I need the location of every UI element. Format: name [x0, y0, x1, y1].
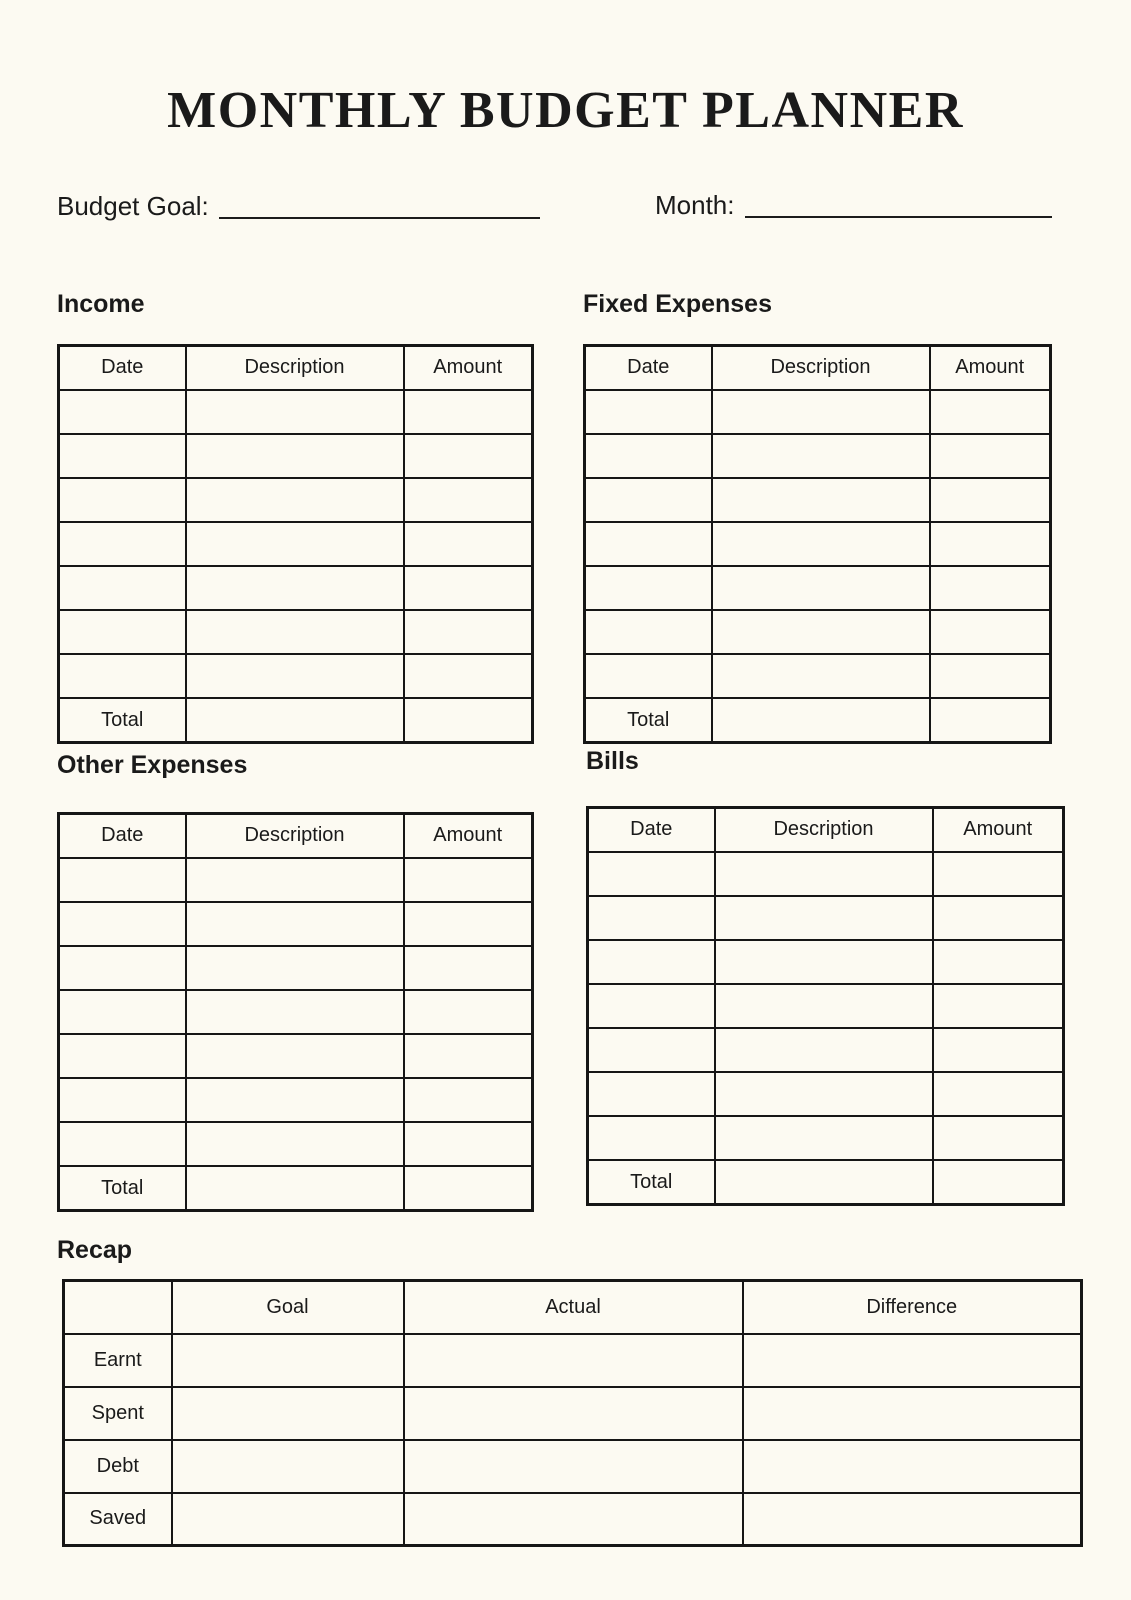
fixed-expenses-empty-cell[interactable] [585, 566, 712, 610]
other-expenses-row [59, 1078, 533, 1122]
income-empty-cell[interactable] [404, 390, 533, 434]
bills-empty-cell[interactable] [715, 896, 933, 940]
other-expenses-total-label: Total [59, 1166, 186, 1210]
income-empty-cell[interactable] [59, 390, 186, 434]
budget-goal-label: Budget Goal: [57, 191, 209, 221]
income-empty-cell[interactable] [186, 390, 404, 434]
income-empty-cell[interactable] [186, 566, 404, 610]
fixed-expenses-row [585, 610, 1051, 654]
other-expenses-total-row [59, 1166, 533, 1210]
income-column-header: Amount [404, 346, 533, 390]
recap-column-header: Difference [743, 1281, 1082, 1334]
bills-row [588, 896, 1064, 940]
bills-empty-cell[interactable] [933, 896, 1064, 940]
fixed-expenses-empty-cell[interactable] [712, 390, 930, 434]
bills-empty-cell[interactable] [933, 1116, 1064, 1160]
income-column-header: Date [59, 346, 186, 390]
recap-table [62, 1279, 1083, 1547]
fixed-expenses-empty-cell[interactable] [930, 654, 1051, 698]
fixed-expenses-empty-cell[interactable] [930, 566, 1051, 610]
fixed-expenses-empty-cell[interactable] [585, 522, 712, 566]
fixed-expenses-row [585, 566, 1051, 610]
other-expenses-row [59, 1122, 533, 1166]
fixed-expenses-row [585, 522, 1051, 566]
bills-total-row [588, 1160, 1064, 1204]
income-empty-cell[interactable] [59, 522, 186, 566]
recap-column-header: Actual [404, 1281, 743, 1334]
recap-value-cell[interactable] [404, 1440, 743, 1493]
income-empty-cell[interactable] [59, 566, 186, 610]
month-field [655, 184, 1052, 218]
bills-empty-cell[interactable] [588, 896, 715, 940]
bills-empty-cell[interactable] [588, 1072, 715, 1116]
fixed-expenses-row [585, 654, 1051, 698]
recap-heading: Recap [57, 1236, 133, 1264]
income-heading: Income [57, 290, 145, 318]
income-total-value-cell[interactable] [404, 698, 533, 742]
bills-total-value-cell[interactable] [933, 1160, 1064, 1204]
other-expenses-empty-cell[interactable] [404, 1078, 533, 1122]
bills-row [588, 1028, 1064, 1072]
income-empty-cell[interactable] [404, 566, 533, 610]
income-total-label: Total [59, 698, 186, 742]
other-expenses-empty-cell[interactable] [404, 946, 533, 990]
recap-value-cell[interactable] [743, 1440, 1082, 1493]
other-expenses-empty-cell[interactable] [59, 946, 186, 990]
income-row [59, 434, 533, 478]
fixed-expenses-column-header: Amount [930, 346, 1051, 390]
fixed-expenses-total-row [585, 698, 1051, 742]
recap-value-cell[interactable] [172, 1493, 404, 1546]
other-expenses-empty-cell[interactable] [59, 1078, 186, 1122]
other-expenses-column-header: Description [186, 814, 404, 858]
other-expenses-table [57, 812, 534, 1212]
fixed-expenses-empty-cell[interactable] [585, 390, 712, 434]
recap-row-label: Saved [64, 1493, 172, 1546]
fixed-expenses-row [585, 390, 1051, 434]
income-empty-cell[interactable] [186, 654, 404, 698]
budget-goal-field [57, 185, 540, 219]
income-empty-cell[interactable] [404, 522, 533, 566]
income-empty-cell[interactable] [59, 434, 186, 478]
other-expenses-row [59, 1034, 533, 1078]
income-empty-cell[interactable] [59, 478, 186, 522]
other-expenses-empty-cell[interactable] [404, 1122, 533, 1166]
fixed-expenses-row [585, 478, 1051, 522]
income-row [59, 390, 533, 434]
bills-total-value-cell[interactable] [715, 1160, 933, 1204]
recap-row [64, 1334, 1082, 1387]
fixed-expenses-empty-cell[interactable] [585, 610, 712, 654]
income-empty-cell[interactable] [186, 610, 404, 654]
bills-empty-cell[interactable] [588, 1116, 715, 1160]
fixed-expenses-empty-cell[interactable] [712, 610, 930, 654]
income-empty-cell[interactable] [186, 522, 404, 566]
fixed-expenses-column-header: Description [712, 346, 930, 390]
fixed-expenses-heading: Fixed Expenses [583, 290, 772, 318]
bills-column-header: Amount [933, 808, 1064, 852]
month-label: Month: [655, 190, 735, 220]
other-expenses-empty-cell[interactable] [404, 902, 533, 946]
bills-column-header: Date [588, 808, 715, 852]
recap-value-cell[interactable] [743, 1387, 1082, 1440]
fixed-expenses-total-value-cell[interactable] [930, 698, 1051, 742]
bills-row [588, 1072, 1064, 1116]
bills-row [588, 984, 1064, 1028]
recap-column-header: Goal [172, 1281, 404, 1334]
fixed-expenses-empty-cell[interactable] [930, 522, 1051, 566]
income-table [57, 344, 534, 744]
bills-empty-cell[interactable] [588, 852, 715, 896]
other-expenses-row [59, 902, 533, 946]
income-row [59, 522, 533, 566]
other-expenses-empty-cell[interactable] [404, 858, 533, 902]
other-expenses-empty-cell[interactable] [186, 946, 404, 990]
bills-empty-cell[interactable] [588, 940, 715, 984]
bills-empty-cell[interactable] [933, 984, 1064, 1028]
income-empty-cell[interactable] [186, 478, 404, 522]
recap-value-cell[interactable] [404, 1387, 743, 1440]
recap-value-cell[interactable] [404, 1493, 743, 1546]
bills-row [588, 940, 1064, 984]
other-expenses-column-header: Date [59, 814, 186, 858]
income-row [59, 610, 533, 654]
other-expenses-empty-cell[interactable] [186, 902, 404, 946]
recap-value-cell[interactable] [172, 1440, 404, 1493]
fixed-expenses-row [585, 434, 1051, 478]
income-empty-cell[interactable] [404, 434, 533, 478]
page-title: MONTHLY BUDGET PLANNER [167, 82, 964, 139]
other-expenses-empty-cell[interactable] [59, 990, 186, 1034]
recap-row [64, 1493, 1082, 1546]
recap-row-label: Earnt [64, 1334, 172, 1387]
other-expenses-empty-cell[interactable] [59, 1122, 186, 1166]
other-expenses-empty-cell[interactable] [404, 1034, 533, 1078]
other-expenses-empty-cell[interactable] [59, 1034, 186, 1078]
bills-empty-cell[interactable] [588, 984, 715, 1028]
other-expenses-empty-cell[interactable] [186, 1122, 404, 1166]
fixed-expenses-empty-cell[interactable] [930, 390, 1051, 434]
recap-value-cell[interactable] [743, 1334, 1082, 1387]
other-expenses-total-value-cell[interactable] [404, 1166, 533, 1210]
income-column-header: Description [186, 346, 404, 390]
recap-value-cell[interactable] [172, 1387, 404, 1440]
other-expenses-column-header: Amount [404, 814, 533, 858]
other-expenses-total-value-cell[interactable] [186, 1166, 404, 1210]
fixed-expenses-empty-cell[interactable] [930, 478, 1051, 522]
other-expenses-row [59, 990, 533, 1034]
other-expenses-row [59, 946, 533, 990]
fixed-expenses-column-header: Date [585, 346, 712, 390]
recap-row [64, 1440, 1082, 1493]
bills-row [588, 1116, 1064, 1160]
fixed-expenses-empty-cell[interactable] [712, 478, 930, 522]
income-row [59, 478, 533, 522]
other-expenses-empty-cell[interactable] [404, 990, 533, 1034]
fixed-expenses-total-value-cell[interactable] [712, 698, 930, 742]
bills-empty-cell[interactable] [715, 940, 933, 984]
other-expenses-row [59, 858, 533, 902]
fixed-expenses-table [583, 344, 1052, 744]
fixed-expenses-empty-cell[interactable] [585, 478, 712, 522]
bills-empty-cell[interactable] [715, 984, 933, 1028]
income-empty-cell[interactable] [404, 610, 533, 654]
other-expenses-empty-cell[interactable] [186, 1034, 404, 1078]
bills-empty-cell[interactable] [588, 1028, 715, 1072]
fixed-expenses-empty-cell[interactable] [585, 434, 712, 478]
bills-total-label: Total [588, 1160, 715, 1204]
income-empty-cell[interactable] [186, 434, 404, 478]
income-row [59, 566, 533, 610]
fixed-expenses-empty-cell[interactable] [930, 434, 1051, 478]
other-expenses-empty-cell[interactable] [59, 902, 186, 946]
bills-empty-cell[interactable] [933, 852, 1064, 896]
other-expenses-empty-cell[interactable] [59, 858, 186, 902]
bills-empty-cell[interactable] [715, 1116, 933, 1160]
bills-empty-cell[interactable] [933, 1028, 1064, 1072]
fixed-expenses-empty-cell[interactable] [712, 654, 930, 698]
fixed-expenses-empty-cell[interactable] [712, 566, 930, 610]
bills-empty-cell[interactable] [933, 940, 1064, 984]
fixed-expenses-empty-cell[interactable] [712, 434, 930, 478]
bills-empty-cell[interactable] [715, 1072, 933, 1116]
bills-empty-cell[interactable] [933, 1072, 1064, 1116]
budget-goal-input[interactable] [219, 217, 540, 219]
other-expenses-empty-cell[interactable] [186, 990, 404, 1034]
income-total-value-cell[interactable] [186, 698, 404, 742]
bills-empty-cell[interactable] [715, 1028, 933, 1072]
income-empty-cell[interactable] [404, 654, 533, 698]
other-expenses-empty-cell[interactable] [186, 858, 404, 902]
recap-value-cell[interactable] [404, 1334, 743, 1387]
recap-row-label: Spent [64, 1387, 172, 1440]
recap-value-cell[interactable] [172, 1334, 404, 1387]
fixed-expenses-empty-cell[interactable] [930, 610, 1051, 654]
bills-table [586, 806, 1065, 1206]
fixed-expenses-total-label: Total [585, 698, 712, 742]
fixed-expenses-empty-cell[interactable] [712, 522, 930, 566]
recap-row [64, 1387, 1082, 1440]
income-empty-cell[interactable] [404, 478, 533, 522]
recap-corner-cell [64, 1281, 172, 1334]
income-total-row [59, 698, 533, 742]
other-expenses-heading: Other Expenses [57, 751, 248, 779]
bills-heading: Bills [586, 747, 639, 775]
fixed-expenses-empty-cell[interactable] [585, 654, 712, 698]
income-empty-cell[interactable] [59, 654, 186, 698]
other-expenses-empty-cell[interactable] [186, 1078, 404, 1122]
bills-column-header: Description [715, 808, 933, 852]
income-row [59, 654, 533, 698]
income-empty-cell[interactable] [59, 610, 186, 654]
bills-empty-cell[interactable] [715, 852, 933, 896]
recap-row-label: Debt [64, 1440, 172, 1493]
recap-value-cell[interactable] [743, 1493, 1082, 1546]
bills-row [588, 852, 1064, 896]
month-input[interactable] [745, 216, 1053, 218]
